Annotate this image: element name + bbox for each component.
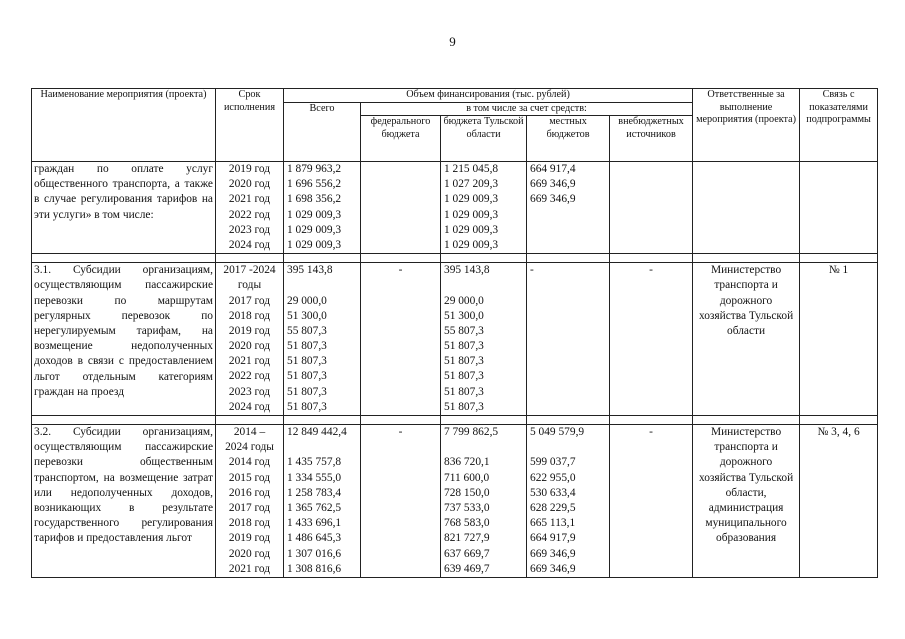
spacer-cell xyxy=(32,254,216,263)
total-value: 1 696 556,2 xyxy=(287,178,342,191)
table-row xyxy=(32,162,878,254)
total-value: 51 807,3 xyxy=(287,400,327,413)
spacer-cell xyxy=(361,254,441,263)
total-value: 55 807,3 xyxy=(287,324,327,337)
header-regional: бюджета Тульской области xyxy=(441,116,527,162)
total-value: 51 807,3 xyxy=(287,385,327,398)
term-value: 2019 год xyxy=(228,532,271,545)
term-value: 2024 год xyxy=(228,400,271,413)
total-value: 1 029 009,3 xyxy=(287,208,342,221)
regional-value: 768 583,0 xyxy=(444,517,490,530)
spacer-cell xyxy=(527,416,610,425)
term-value: 2021 год xyxy=(228,562,271,575)
total-value: 51 807,3 xyxy=(287,355,327,368)
term-value: 2017 год xyxy=(228,294,271,307)
cell-extra xyxy=(610,263,693,416)
regional-value: 728 150,0 xyxy=(444,486,490,499)
local-value: 5 049 579,9 xyxy=(530,426,585,438)
spacer-cell xyxy=(800,254,878,263)
spacer-cell xyxy=(610,416,693,425)
total-value: 395 143,8 xyxy=(287,264,333,277)
regional-value: 395 143,8 xyxy=(444,264,490,277)
regional-value: 51 807,3 xyxy=(444,355,484,368)
total-value: 1 435 757,8 xyxy=(287,456,342,469)
regional-value: 51 807,3 xyxy=(444,340,484,353)
page-number: 9 xyxy=(449,34,456,49)
spacer-cell xyxy=(610,254,693,263)
cell-regional xyxy=(441,263,527,416)
total-value: 1 486 645,3 xyxy=(287,532,342,545)
total-value: 1 307 016,6 xyxy=(287,547,342,560)
term-value: 2019 год xyxy=(228,324,271,337)
cell-term xyxy=(216,162,284,254)
term-value: 2022 год xyxy=(228,370,271,383)
spacer-cell xyxy=(361,416,441,425)
header-term: Срок исполнения xyxy=(216,89,284,162)
term-value: 2021 год xyxy=(228,355,271,368)
regional-value: 1 029 009,3 xyxy=(444,208,499,221)
cell-total xyxy=(284,425,361,578)
regional-value: 29 000,0 xyxy=(444,294,484,307)
regional-value: 51 807,3 xyxy=(444,370,484,383)
local-value: 664 917,4 xyxy=(530,163,576,175)
table-row xyxy=(32,263,878,416)
cell-name: граждан по оплате услуг общественного транспорта, а также в случае регулирования тарифов на эти услуги» в том числе: xyxy=(32,162,216,254)
cell-local xyxy=(527,162,610,254)
term-value: 2017 -2024 xyxy=(223,264,276,277)
cell-link: № 1 xyxy=(800,263,878,416)
cell-extra xyxy=(610,162,693,254)
spacer-cell xyxy=(693,254,800,263)
spacer-cell xyxy=(216,254,284,263)
cell-federal xyxy=(361,263,441,416)
header-local: местных бюджетов xyxy=(527,116,610,162)
local-value: 669 346,9 xyxy=(530,562,576,575)
term-value: годы xyxy=(237,279,262,292)
total-value: 1 308 816,6 xyxy=(287,562,342,575)
term-value: 2020 год xyxy=(228,340,271,353)
federal-value: - xyxy=(398,264,403,277)
term-value: 2019 год xyxy=(228,163,271,175)
total-value: 1 698 356,2 xyxy=(287,193,342,206)
spacer-cell xyxy=(216,416,284,425)
total-value: 12 849 442,4 xyxy=(287,426,347,438)
term-value: 2021 год xyxy=(228,193,271,206)
total-value: 1 879 963,2 xyxy=(287,163,342,175)
total-value: 29 000,0 xyxy=(287,294,327,307)
term-value: 2020 год xyxy=(228,178,271,191)
regional-value: 7 799 862,5 xyxy=(444,426,499,438)
term-value: 2016 год xyxy=(228,486,271,499)
term-value: 2014 год xyxy=(228,456,271,469)
cell-federal xyxy=(361,162,441,254)
term-value: 2023 год xyxy=(228,385,271,398)
spacer-cell xyxy=(284,254,361,263)
total-value: 1 433 696,1 xyxy=(287,517,342,530)
total-value: 1 029 009,3 xyxy=(287,238,342,251)
term-value: 2017 год xyxy=(228,501,271,514)
regional-value: 1 029 009,3 xyxy=(444,223,499,236)
federal-value: - xyxy=(398,426,403,438)
header-including: в том числе за счет средств: xyxy=(361,102,693,116)
spacer-cell xyxy=(693,416,800,425)
regional-value xyxy=(443,278,524,293)
cell-link xyxy=(800,162,878,254)
header-responsible: Ответственные за выполнение мероприятия (проекта) xyxy=(693,89,800,162)
local-value: 530 633,4 xyxy=(530,486,576,499)
local-value: 599 037,7 xyxy=(530,456,576,469)
total-value: 1 334 555,0 xyxy=(287,471,342,484)
extra-value: - xyxy=(649,426,653,438)
total-value: 51 807,3 xyxy=(287,370,327,383)
term-value: 2024 годы xyxy=(225,441,274,454)
cell-responsible: Министерство транспорта и дорожного хозяйства Тульской области xyxy=(693,263,800,416)
term-value: 2018 год xyxy=(228,309,271,322)
regional-value: 1 027 209,3 xyxy=(444,178,499,191)
regional-value: 836 720,1 xyxy=(444,456,490,469)
regional-value: 51 807,3 xyxy=(444,385,484,398)
term-value: 2015 год xyxy=(228,471,271,484)
cell-responsible: Министерство транспорта и дорожного хозяйства Тульской области, администрация муниципального образования xyxy=(693,425,800,578)
cell-federal xyxy=(361,425,441,578)
local-value xyxy=(529,440,607,455)
local-value: 628 229,5 xyxy=(530,501,576,514)
total-value: 1 029 009,3 xyxy=(287,223,342,236)
total-value: 51 807,3 xyxy=(287,340,327,353)
term-value: 2018 год xyxy=(228,517,271,530)
header-extra: внебюджетных источников xyxy=(610,116,693,162)
regional-value xyxy=(443,440,524,455)
cell-extra xyxy=(610,425,693,578)
term-value: 2023 год xyxy=(228,223,271,236)
header-total: Всего xyxy=(284,102,361,162)
regional-value: 1 029 009,3 xyxy=(444,238,499,251)
local-value: 665 113,1 xyxy=(530,517,576,530)
total-value: 1 365 762,5 xyxy=(287,501,342,514)
cell-name: 3.2. Субсидии организациям, осуществляющим пассажирские перевозки общественным транспортом, на возмещение затрат или недополученных доходов, возникающих в результате государственного регулирования тарифов и предоставления льгот xyxy=(32,425,216,578)
regional-value: 737 533,0 xyxy=(444,501,490,514)
cell-regional xyxy=(441,425,527,578)
cell-regional xyxy=(441,162,527,254)
cell-local xyxy=(527,425,610,578)
spacer-cell xyxy=(441,416,527,425)
cell-local xyxy=(527,263,610,416)
header-federal: федерального бюджета xyxy=(361,116,441,162)
regional-value: 51 300,0 xyxy=(444,309,484,322)
term-value: 2022 год xyxy=(228,208,271,221)
spacer-cell xyxy=(800,416,878,425)
cell-term xyxy=(216,263,284,416)
local-value: 664 917,9 xyxy=(530,532,576,545)
regional-value: 55 807,3 xyxy=(444,324,484,337)
local-value: 669 346,9 xyxy=(530,178,576,191)
regional-value: 637 669,7 xyxy=(444,547,490,560)
total-value: 1 258 783,4 xyxy=(287,486,342,499)
regional-value: 711 600,0 xyxy=(444,471,490,484)
local-value: 622 955,0 xyxy=(530,471,576,484)
regional-value: 1 215 045,8 xyxy=(444,163,499,175)
financing-table xyxy=(31,88,878,578)
header-financing: Объем финансирования (тыс. рублей) xyxy=(284,89,693,103)
term-value: 2024 год xyxy=(228,238,271,251)
cell-link: № 3, 4, 6 xyxy=(800,425,878,578)
extra-value: - xyxy=(649,264,653,277)
local-value: 669 346,9 xyxy=(530,193,576,206)
header-name: Наименование мероприятия (проекта) xyxy=(32,89,216,162)
term-value: 2020 год xyxy=(228,547,271,560)
cell-name: 3.1. Субсидии организациям, осуществляющим пассажирские перевозки по маршрутам регулярных перевозок по нерегулируемым тарифам, на возмещение недополученных доходов в связи с предоставлением льгот отдельным категориям граждан на проезд xyxy=(32,263,216,416)
regional-value: 51 807,3 xyxy=(444,400,484,413)
table-row xyxy=(32,425,878,578)
total-value xyxy=(286,278,358,293)
local-value: 669 346,9 xyxy=(530,547,576,560)
cell-responsible xyxy=(693,162,800,254)
regional-value: 1 029 009,3 xyxy=(444,193,499,206)
spacer-cell xyxy=(441,254,527,263)
cell-term xyxy=(216,425,284,578)
regional-value: 821 727,9 xyxy=(444,532,490,545)
regional-value: 639 469,7 xyxy=(444,562,490,575)
cell-total xyxy=(284,263,361,416)
header-link: Связь с показателями подпрограммы xyxy=(800,89,878,162)
local-value: - xyxy=(530,264,534,277)
term-value: 2014 – xyxy=(233,426,266,438)
spacer-cell xyxy=(32,416,216,425)
spacer-cell xyxy=(527,254,610,263)
row-spacer xyxy=(32,254,878,263)
spacer-cell xyxy=(284,416,361,425)
row-spacer xyxy=(32,416,878,425)
total-value xyxy=(286,440,358,455)
cell-total xyxy=(284,162,361,254)
total-value: 51 300,0 xyxy=(287,309,327,322)
